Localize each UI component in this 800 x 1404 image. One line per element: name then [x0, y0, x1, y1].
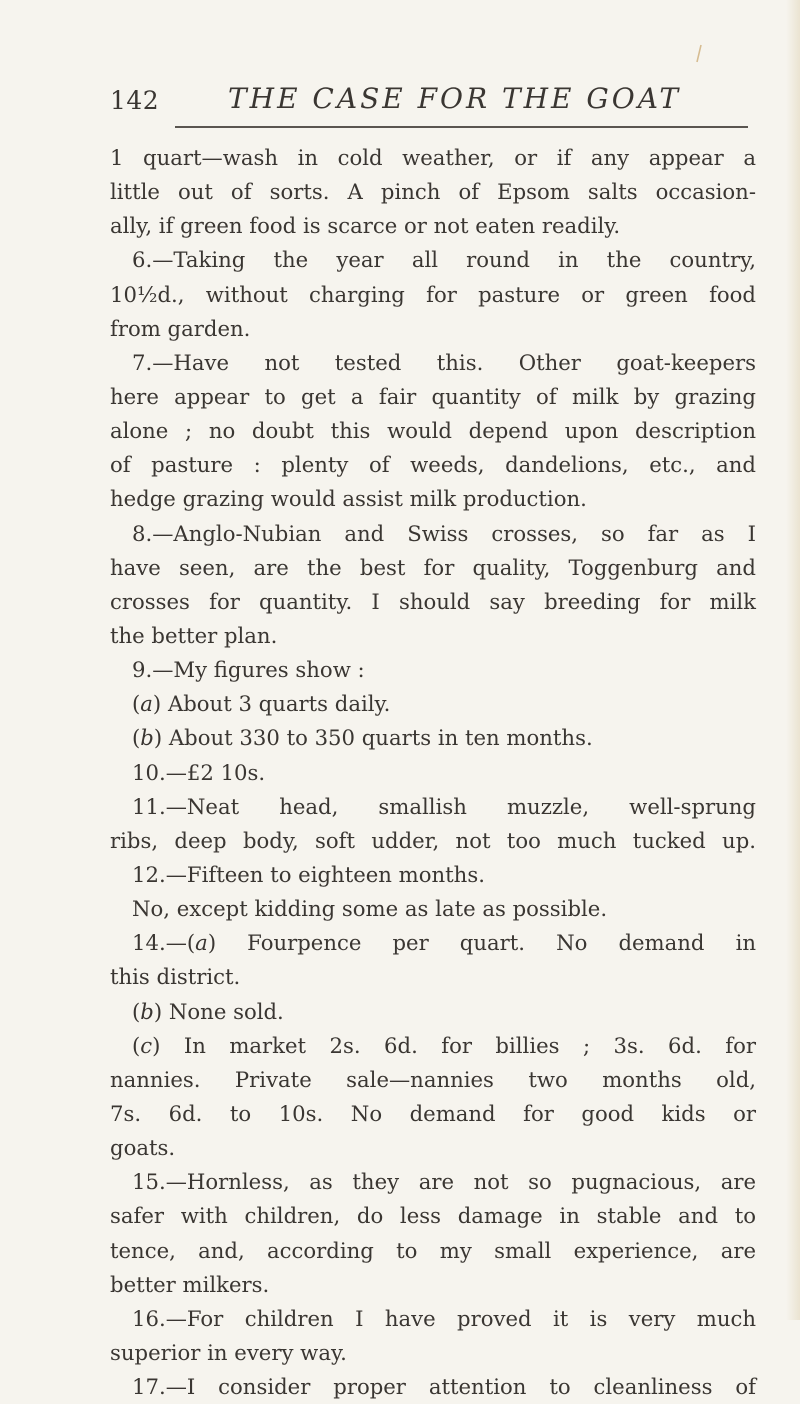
text-line: superior in every way.	[110, 1339, 347, 1365]
text-line: 7s. 6d. to 10s. No demand for good kids or	[110, 1100, 756, 1126]
text-line: (b) None sold.	[132, 998, 284, 1024]
text-line: (c) In market 2s. 6d. for billies ; 3s. 6d. for	[132, 1032, 756, 1058]
running-head	[110, 82, 750, 122]
text-line: crosses for quantity. I should say breeding for milk	[110, 588, 756, 614]
text-line: hedge grazing would assist milk production.	[110, 486, 587, 512]
text-line: from garden.	[110, 315, 251, 341]
text-line: (a) About 3 quarts daily.	[132, 691, 391, 717]
text-line: 14.—(a) Fourpence per quart. No demand in	[132, 930, 756, 956]
page-number: 142	[110, 86, 160, 115]
text-line: 15.—Hornless, as they are not so pugnacious, are	[132, 1169, 756, 1195]
text-line: little out of sorts. A pinch of Epsom salts occasion-	[110, 179, 756, 205]
text-line: goats.	[110, 1135, 176, 1161]
pencil-mark	[694, 44, 704, 64]
text-line: 6.—Taking the year all round in the country,	[132, 247, 756, 273]
text-line: ally, if green food is scarce or not eaten readily.	[110, 213, 621, 239]
text-line: alone ; no doubt this would depend upon description	[110, 418, 756, 444]
text-line: tence, and, according to my small experience, are	[110, 1237, 756, 1263]
text-line: 17.—I consider proper attention to cleanliness of	[132, 1374, 756, 1400]
text-line: No, except kidding some as late as possible.	[132, 896, 608, 922]
text-line: 10½d., without charging for pasture or green food	[110, 281, 756, 307]
text-line: 9.—My figures show :	[132, 657, 365, 683]
text-line: 11.—Neat head, smallish muzzle, well-sprung	[132, 793, 756, 819]
body-text	[110, 141, 756, 1404]
header-rule	[175, 126, 748, 128]
text-line: 8.—Anglo-Nubian and Swiss crosses, so far as I	[132, 520, 756, 546]
running-title: THE CASE FOR THE GOAT	[228, 82, 682, 115]
text-line: (b) About 330 to 350 quarts in ten months.	[132, 725, 593, 751]
text-line: safer with children, do less damage in stable and to	[110, 1203, 756, 1229]
text-line: ribs, deep body, soft udder, not too much tucked up.	[110, 827, 756, 853]
page-edge	[786, 0, 800, 1320]
text-line: 7.—Have not tested this. Other goat-keepers	[132, 349, 756, 375]
text-line: 12.—Fifteen to eighteen months.	[132, 861, 485, 887]
text-line: here appear to get a fair quantity of milk by grazing	[110, 383, 756, 409]
text-line: 16.—For children I have proved it is very much	[132, 1305, 756, 1331]
text-line: the better plan.	[110, 622, 278, 648]
text-line: 1 quart—wash in cold weather, or if any appear a	[110, 145, 756, 170]
text-line: nannies. Private sale—nannies two months old,	[110, 1066, 756, 1092]
text-line: this district.	[110, 964, 241, 990]
text-line: better milkers.	[110, 1271, 270, 1297]
text-line: have seen, are the best for quality, Toggenburg and	[110, 554, 756, 580]
text-line: 10.—£2 10s.	[132, 759, 266, 785]
text-line: of pasture : plenty of weeds, dandelions, etc., and	[110, 452, 756, 478]
